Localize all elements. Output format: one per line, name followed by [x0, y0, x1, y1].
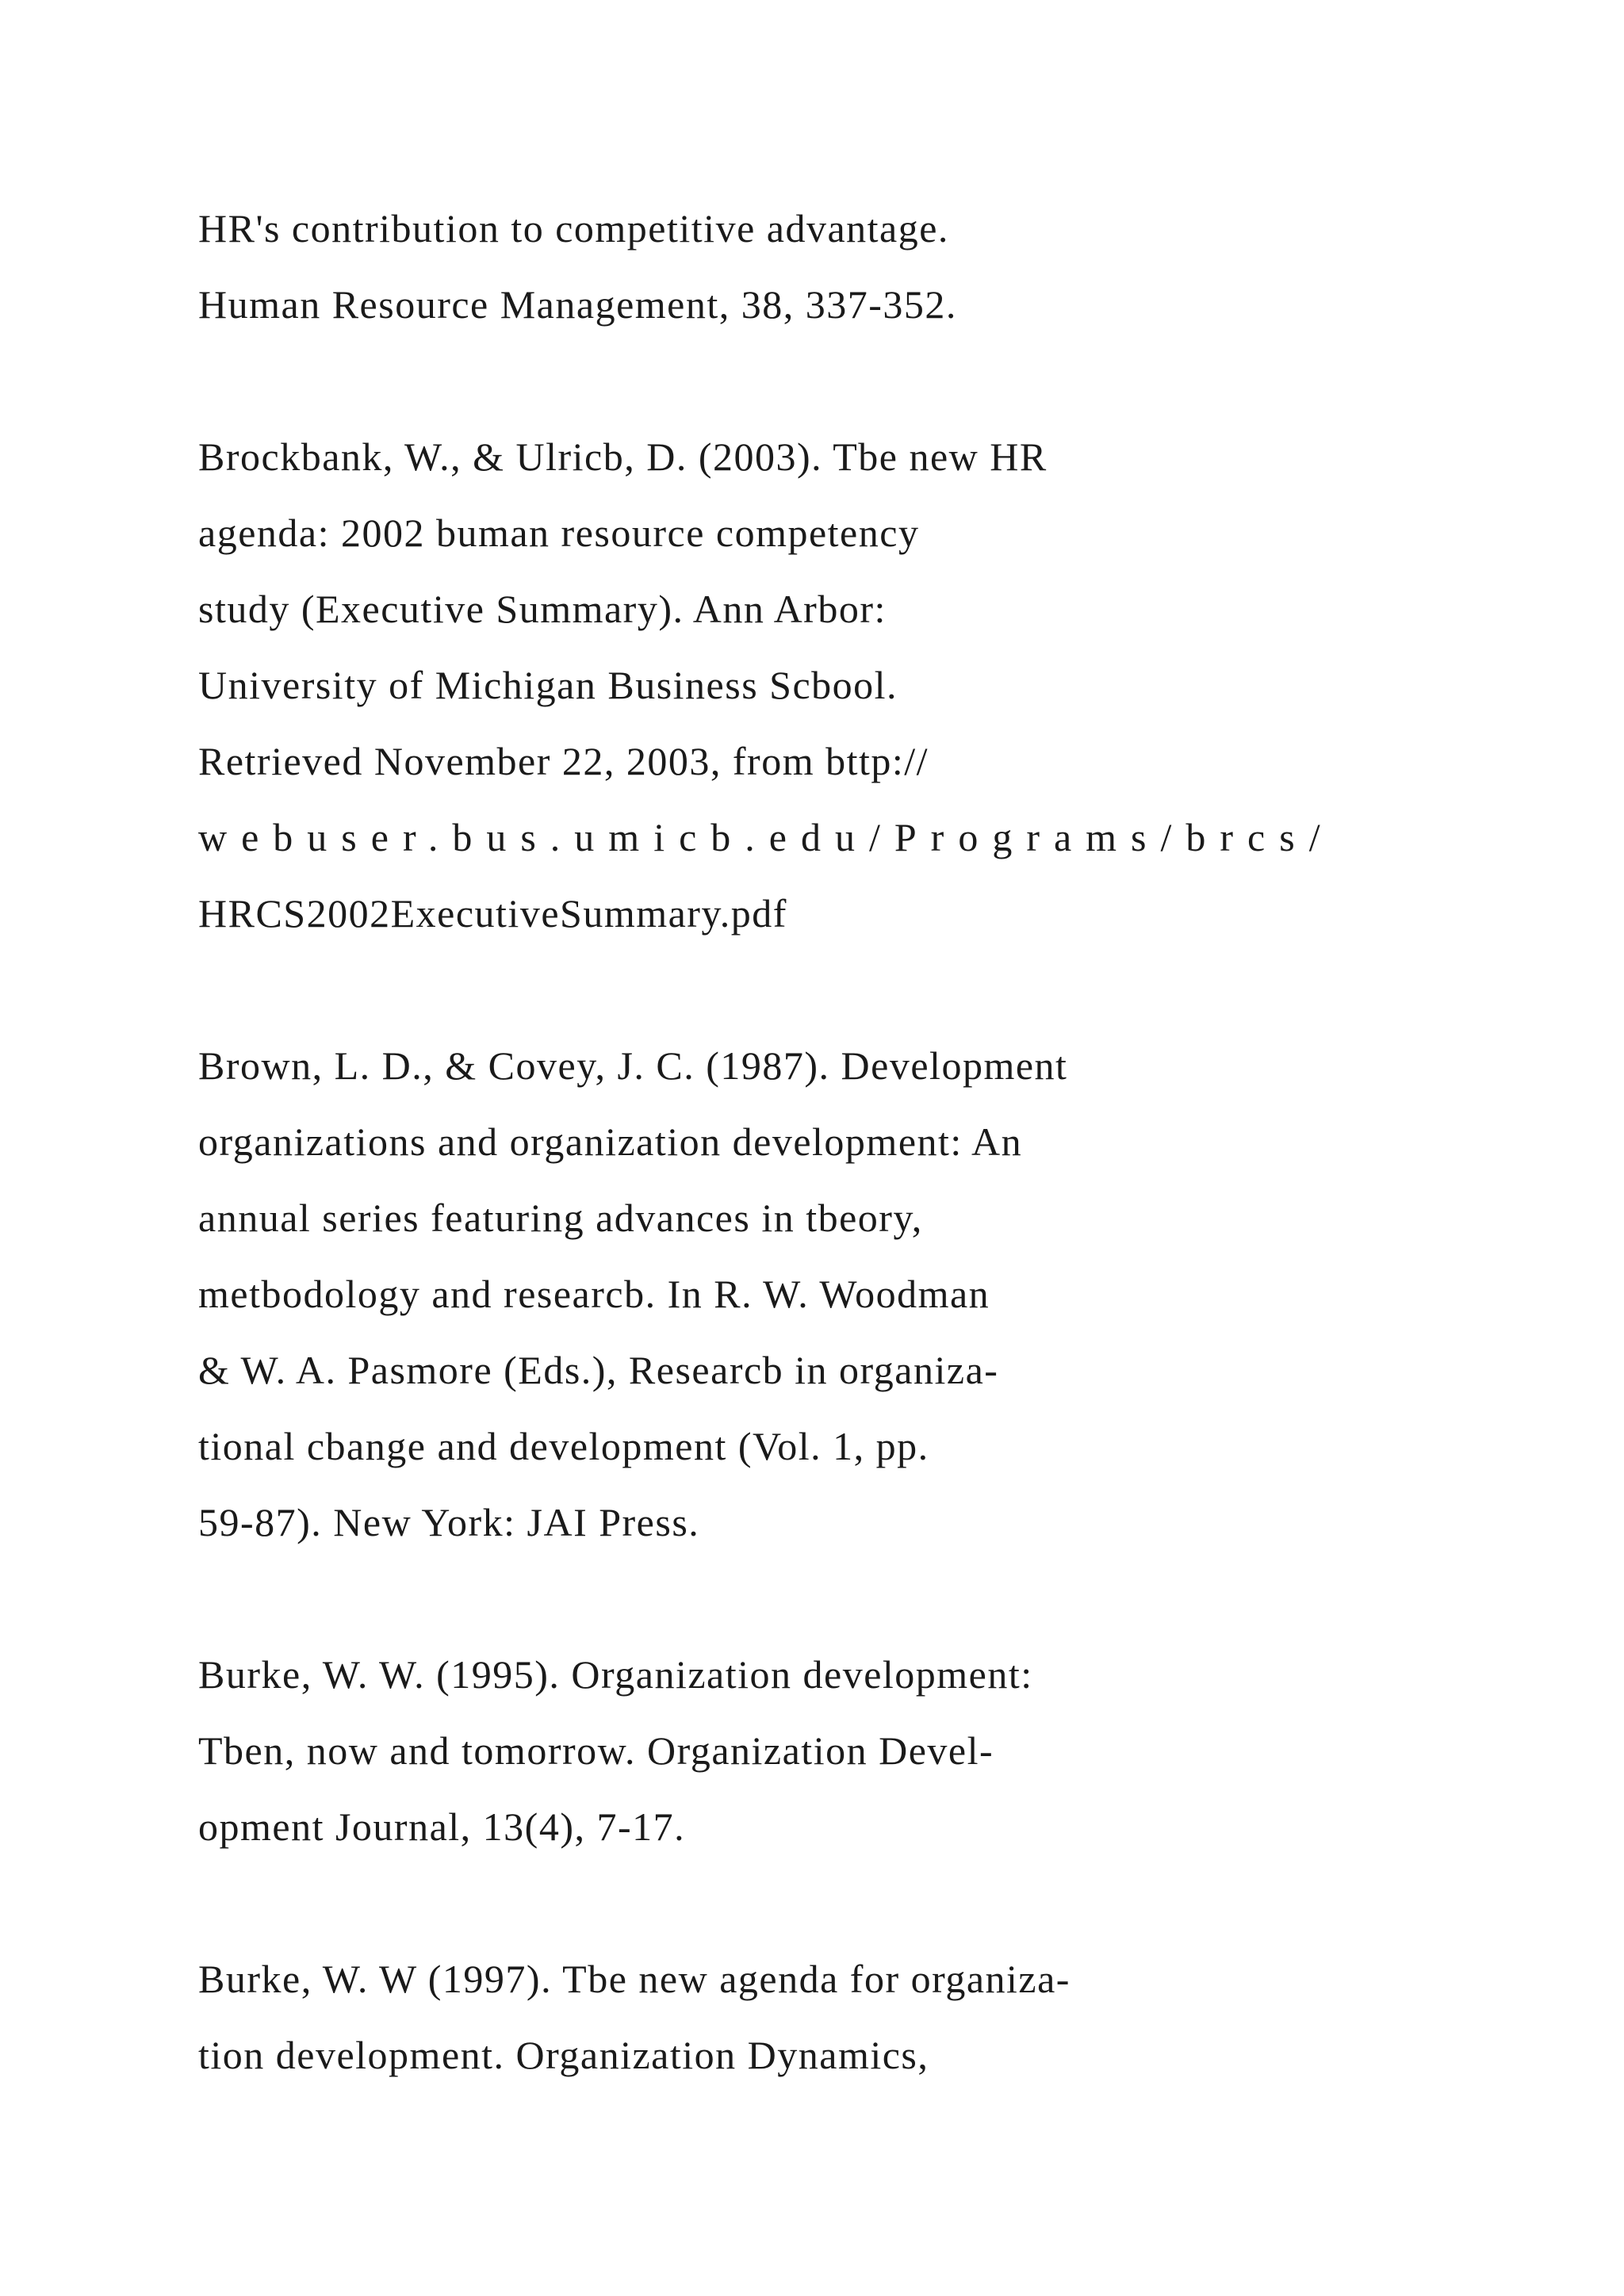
reference-line: study (Executive Summary). Ann Arbor: — [198, 587, 887, 631]
reference-line: annual series featuring advances in tbeory, — [198, 1196, 923, 1240]
reference-entry — [198, 1941, 1546, 2093]
reference-entry — [198, 1636, 1546, 1865]
reference-line: 59-87). New York: JAI Press. — [198, 1500, 700, 1544]
reference-line: Brockbank, W., & Ulricb, D. (2003). Tbe new HR — [198, 434, 1048, 479]
reference-line: agenda: 2002 buman resource competency — [198, 511, 920, 555]
reference-line: organizations and organization development: An — [198, 1119, 1023, 1164]
reference-line: HRCS2002ExecutiveSummary.pdf — [198, 891, 787, 936]
reference-url-line: webuser.bus.umicb.edu/Programs/brcs/ — [198, 815, 1335, 859]
reference-line: Human Resource Management, 38, 337-352. — [198, 282, 957, 327]
reference-line: opment Journal, 13(4), 7-17. — [198, 1804, 686, 1849]
reference-line: Brown, L. D., & Covey, J. C. (1987). Development — [198, 1043, 1068, 1088]
reference-line: Burke, W. W (1997). Tbe new agenda for organiza- — [198, 1957, 1071, 2001]
reference-line: & W. A. Pasmore (Eds.), Researcb in organiza- — [198, 1348, 999, 1392]
reference-line: metbodology and researcb. In R. W. Woodman — [198, 1272, 990, 1316]
reference-entry — [198, 1027, 1546, 1560]
reference-list — [198, 190, 1546, 2169]
reference-line: Burke, W. W. (1995). Organization development: — [198, 1652, 1033, 1697]
reference-line: tional cbange and development (Vol. 1, pp. — [198, 1424, 929, 1468]
reference-entry — [198, 190, 1546, 342]
reference-line: University of Michigan Business Scbool. — [198, 663, 898, 707]
reference-line: Retrieved November 22, 2003, from bttp:// — [198, 739, 929, 783]
reference-entry — [198, 419, 1546, 951]
reference-line: HR's contribution to competitive advantage. — [198, 206, 949, 251]
reference-line: Tben, now and tomorrow. Organization Devel- — [198, 1728, 994, 1773]
reference-line: tion development. Organization Dynamics, — [198, 2033, 929, 2077]
